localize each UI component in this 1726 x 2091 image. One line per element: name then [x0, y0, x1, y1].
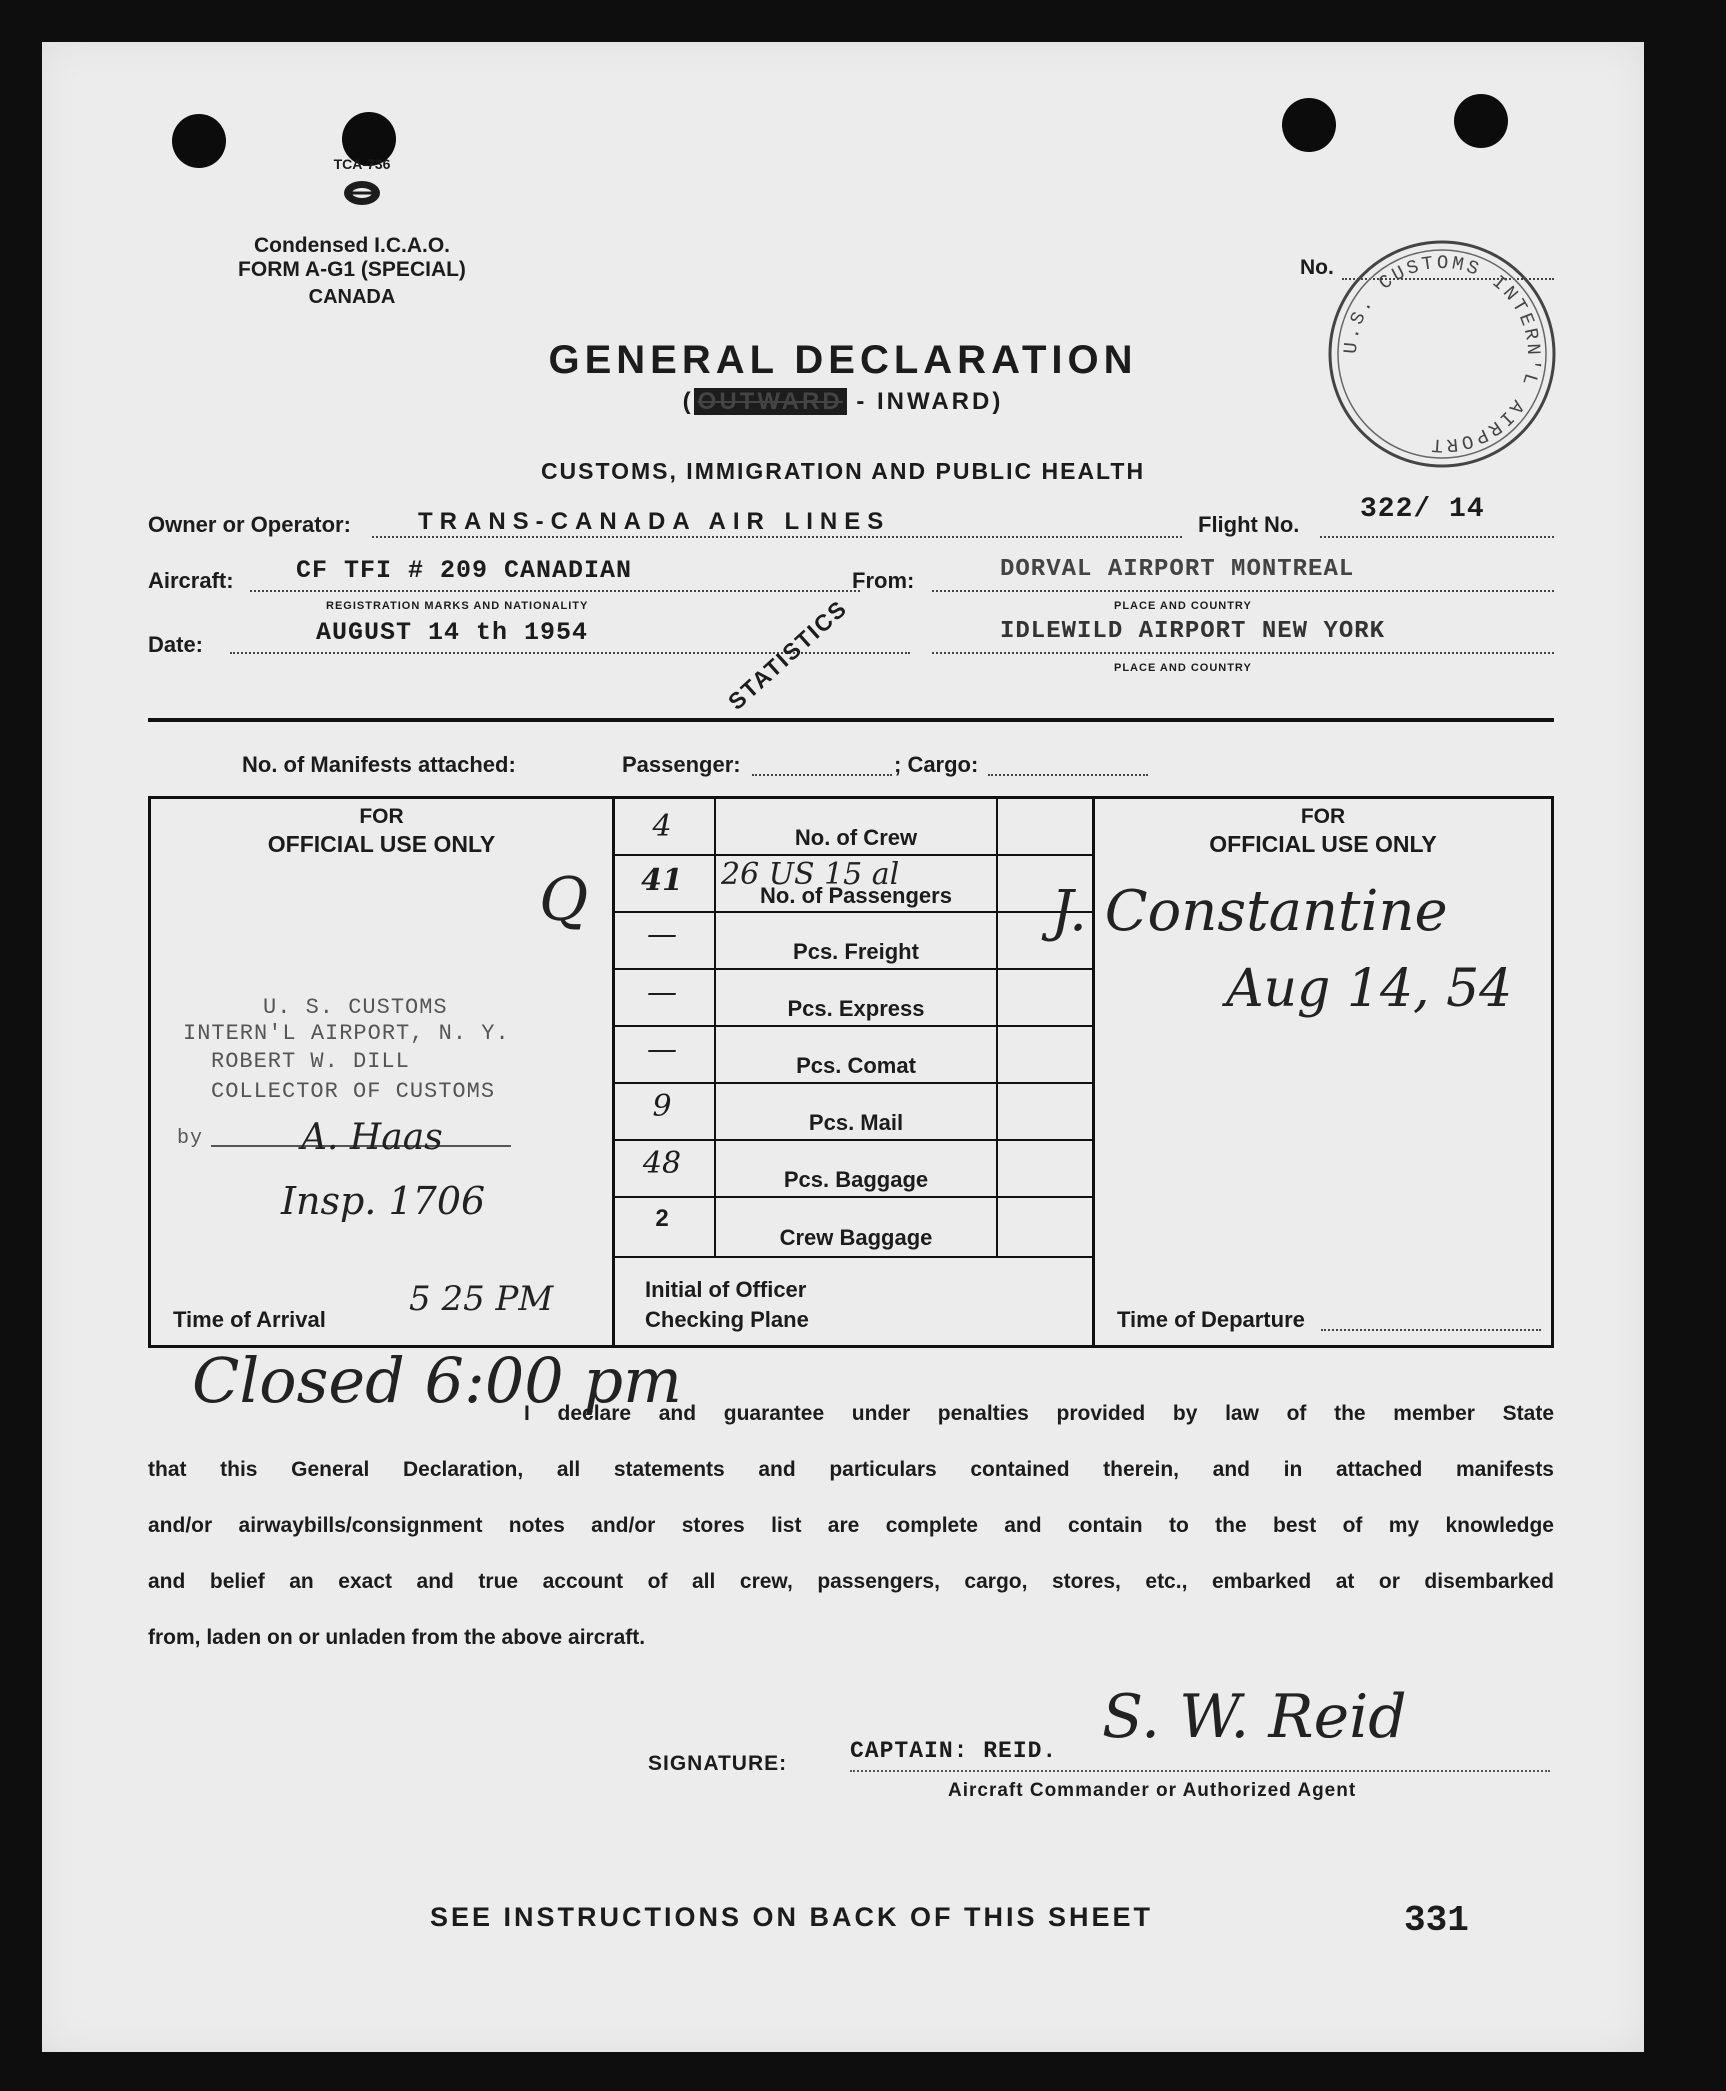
owner-value: TRANS-CANADA AIR LINES — [418, 508, 891, 535]
signature-caption: Aircraft Commander or Authorized Agent — [948, 1780, 1357, 1801]
departure-line — [1321, 1329, 1541, 1331]
declaration-line: and/or airwaybills/consignment notes and/or stores list are complete and contain to the best of my knowledge — [148, 1514, 1554, 1537]
crew-baggage-count: 2 — [655, 1205, 669, 1232]
passenger-label: No. of Passengers — [760, 883, 952, 908]
page-title: GENERAL DECLARATION — [548, 338, 1138, 382]
departure-label: Time of Departure — [1117, 1307, 1305, 1332]
section-divider — [148, 718, 1554, 722]
express-label: Pcs. Express — [787, 996, 925, 1021]
by-label: by — [177, 1127, 204, 1150]
aircraft-caption: REGISTRATION MARKS AND NATIONALITY — [326, 600, 589, 612]
from-caption: PLACE AND COUNTRY — [1114, 600, 1252, 612]
comat-label: Pcs. Comat — [796, 1053, 916, 1078]
date-value: AUGUST 14 th 1954 — [316, 618, 589, 647]
row-line — [612, 1025, 1092, 1027]
signature-typed: CAPTAIN: REID. — [850, 1738, 1058, 1764]
stamp-text: U.S. CUSTOMS INTERN'L AIRPORT — [1339, 251, 1545, 457]
punch-hole — [172, 114, 226, 168]
manifests-cargo-label: ; Cargo: — [894, 752, 979, 777]
declaration-line: and belief an exact and true account of all crew, passengers, cargo, stores, etc., embarked at or disembarked — [148, 1570, 1554, 1593]
signature-label: SIGNATURE: — [648, 1752, 788, 1775]
declaration-line: from, laden on or unladen from the above aircraft. — [148, 1626, 646, 1649]
right-header-official: OFFICIAL USE ONLY — [1209, 831, 1437, 857]
no-label: No. — [1300, 256, 1334, 279]
manifests-cargo-line — [988, 774, 1148, 776]
manifests-label: No. of Manifests attached: — [242, 752, 516, 777]
declaration-line: I declare and guarantee under penalties provided by law of the member State — [524, 1402, 1554, 1425]
form-code: TCA-736 — [333, 156, 391, 172]
statistics-stamp: STATISTICS — [722, 594, 853, 715]
left-header-official: OFFICIAL USE ONLY — [267, 831, 496, 857]
from-label: From: — [852, 568, 915, 593]
col-divider — [996, 799, 998, 1257]
subtitle-direction: ( OUTWARD - INWARD) — [682, 388, 1004, 415]
baggage-count: 48 — [642, 1146, 682, 1181]
row-line — [612, 1196, 1092, 1198]
manifests-passenger-label: Passenger: — [622, 752, 741, 777]
row-line — [612, 1139, 1092, 1141]
freight-count: — — [647, 917, 677, 952]
form-line-2: FORM A-G1 (SPECIAL) — [238, 258, 466, 281]
signature-handwritten: S. W. Reid — [1102, 1682, 1407, 1752]
inspector-number: Insp. 1706 — [281, 1179, 486, 1223]
declaration-line: that this General Declaration, all statements and particulars contained therein, and in attached manifests — [148, 1458, 1554, 1481]
from-value: DORVAL AIRPORT MONTREAL — [1000, 556, 1355, 583]
row-line — [612, 1256, 1092, 1258]
passenger-note: 26 US 15 al — [721, 857, 900, 892]
agencies-line: CUSTOMS, IMMIGRATION AND PUBLIC HEALTH — [540, 458, 1146, 484]
officer-date: Aug 14, 54 — [1226, 959, 1513, 1019]
flight-label: Flight No. — [1198, 512, 1300, 537]
aircraft-value: CF TFI # 209 CANADIAN — [296, 556, 633, 585]
inspector-signature: A. Haas — [301, 1117, 443, 1158]
col-divider — [612, 799, 615, 1345]
right-header-for: FOR — [1300, 805, 1346, 828]
passenger-count: 41 — [641, 863, 683, 898]
crew-baggage-label: Crew Baggage — [779, 1225, 933, 1250]
row-line — [612, 1082, 1092, 1084]
struck-outward: OUTWARD — [694, 388, 847, 415]
punch-hole — [1282, 98, 1336, 152]
flight-value: 322/ 14 — [1360, 494, 1485, 525]
flight-line — [1320, 536, 1554, 538]
baggage-label: Pcs. Baggage — [783, 1167, 929, 1192]
form-line-3: CANADA — [308, 286, 396, 308]
signature-line — [850, 1770, 1550, 1772]
tca-logo-icon — [342, 178, 382, 208]
customs-stamp-line: INTERN'L AIRPORT, N. Y. — [183, 1021, 510, 1046]
owner-line — [372, 536, 1182, 538]
page-number: 331 — [1404, 1900, 1469, 1941]
officer-signature: J. Constantine — [1051, 879, 1448, 944]
date-label: Date: — [148, 632, 204, 657]
document-page — [42, 42, 1644, 2052]
inward-label: - INWARD) — [856, 388, 1004, 415]
manifests-passenger-line — [752, 774, 892, 776]
arrival-label: Time of Arrival — [173, 1307, 326, 1332]
aircraft-line — [250, 590, 860, 592]
form-line-1: Condensed I.C.A.O. — [253, 234, 450, 257]
crew-label: No. of Crew — [794, 825, 918, 850]
owner-label: Owner or Operator: — [148, 512, 351, 537]
left-margin-mark: Q — [539, 865, 589, 935]
initial-officer-line2: Checking Plane — [645, 1307, 809, 1332]
closed-note: Closed 6:00 pm — [192, 1344, 682, 1417]
from-line — [932, 590, 1554, 592]
mail-count: 9 — [652, 1089, 672, 1124]
customs-stamp-line: ROBERT W. DILL — [211, 1049, 410, 1074]
row-line — [612, 968, 1092, 970]
footer-instructions: SEE INSTRUCTIONS ON BACK OF THIS SHEET — [430, 1902, 1154, 1932]
row-line — [612, 911, 1092, 913]
aircraft-label: Aircraft: — [148, 568, 234, 593]
express-count: — — [647, 975, 677, 1010]
manifest-table — [148, 796, 1554, 1348]
customs-stamp-line: COLLECTOR OF CUSTOMS — [211, 1079, 496, 1104]
mail-label: Pcs. Mail — [808, 1110, 904, 1135]
crew-count: 4 — [652, 809, 672, 844]
to-caption: PLACE AND COUNTRY — [1114, 662, 1252, 674]
punch-hole — [1454, 94, 1508, 148]
to-line — [932, 652, 1554, 654]
freight-label: Pcs. Freight — [793, 939, 919, 964]
left-header-for: FOR — [359, 805, 404, 828]
initial-officer-line1: Initial of Officer — [645, 1277, 807, 1302]
to-value: IDLEWILD AIRPORT NEW YORK — [1000, 618, 1386, 645]
arrival-value: 5 25 PM — [409, 1279, 554, 1319]
customs-stamp-line: U. S. CUSTOMS — [263, 995, 448, 1020]
row-line — [612, 854, 1092, 856]
comat-count: — — [647, 1032, 677, 1067]
